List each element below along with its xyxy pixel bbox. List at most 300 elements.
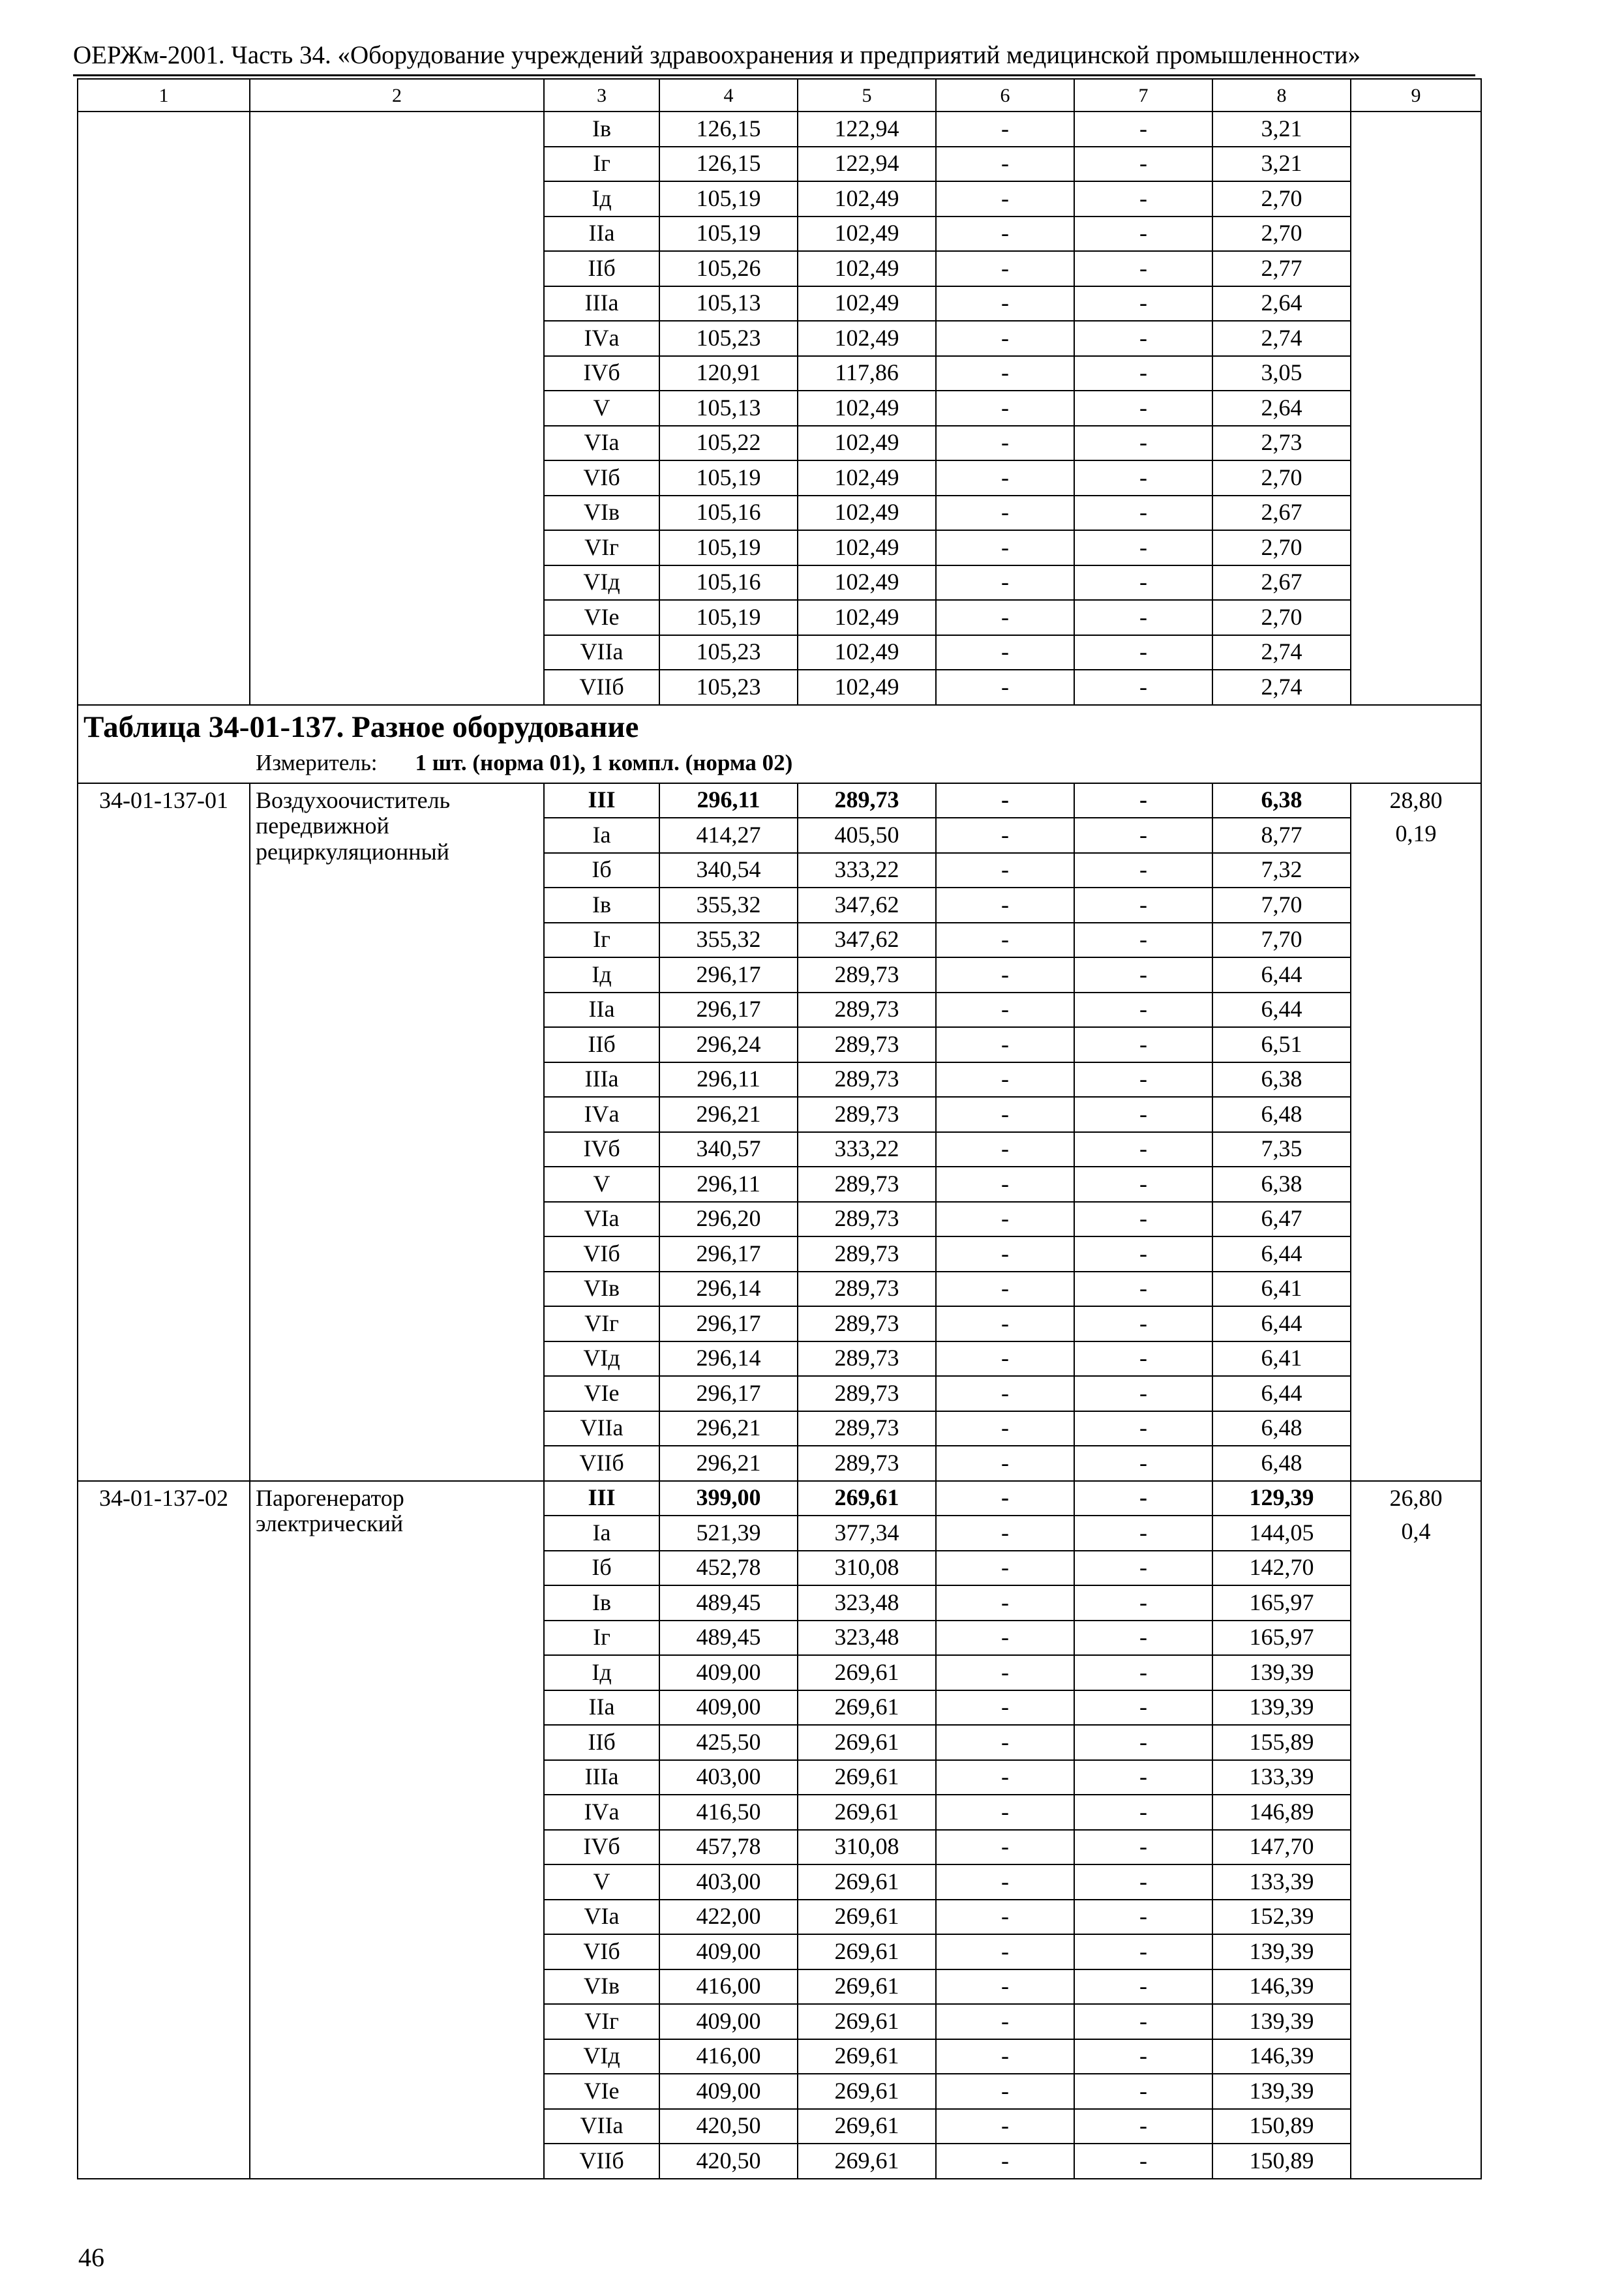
data-cell: VIв bbox=[544, 496, 659, 531]
data-cell: - bbox=[1074, 217, 1212, 252]
data-cell: 296,11 bbox=[659, 1167, 798, 1202]
data-cell: 102,49 bbox=[798, 391, 936, 426]
data-cell: - bbox=[936, 2039, 1074, 2074]
data-cell: - bbox=[936, 993, 1074, 1028]
data-cell: V bbox=[544, 1167, 659, 1202]
data-cell: - bbox=[1074, 1202, 1212, 1237]
data-cell: - bbox=[1074, 147, 1212, 182]
data-cell: 6,48 bbox=[1212, 1411, 1351, 1446]
equipment-name: Парогенератор электрический bbox=[250, 1481, 544, 2179]
column-number: 6 bbox=[936, 79, 1074, 112]
data-cell: - bbox=[1074, 1132, 1212, 1167]
data-cell: 355,32 bbox=[659, 888, 798, 923]
data-cell: - bbox=[936, 1864, 1074, 1900]
data-cell: - bbox=[936, 251, 1074, 286]
data-cell: 403,00 bbox=[659, 1760, 798, 1795]
data-cell: - bbox=[1074, 1760, 1212, 1795]
data-cell: 296,17 bbox=[659, 957, 798, 993]
data-cell: 120,91 bbox=[659, 356, 798, 391]
data-cell: 6,48 bbox=[1212, 1097, 1351, 1132]
data-cell: 296,17 bbox=[659, 1376, 798, 1411]
data-cell: - bbox=[1074, 1411, 1212, 1446]
data-cell: - bbox=[936, 1027, 1074, 1062]
data-cell: 105,16 bbox=[659, 496, 798, 531]
data-cell: 152,39 bbox=[1212, 1900, 1351, 1935]
data-cell: 347,62 bbox=[798, 923, 936, 958]
name-cell-empty bbox=[250, 112, 544, 705]
data-cell: 155,89 bbox=[1212, 1725, 1351, 1760]
data-cell: 289,73 bbox=[798, 1202, 936, 1237]
col9-cell-empty bbox=[1351, 112, 1481, 705]
data-cell: - bbox=[936, 321, 1074, 356]
data-cell: 105,23 bbox=[659, 635, 798, 670]
data-cell: 122,94 bbox=[798, 112, 936, 147]
data-cell: 289,73 bbox=[798, 783, 936, 818]
data-cell: 150,89 bbox=[1212, 2144, 1351, 2179]
data-cell: 416,50 bbox=[659, 1795, 798, 1830]
data-cell: IIб bbox=[544, 1027, 659, 1062]
data-cell: 399,00 bbox=[659, 1481, 798, 1516]
data-cell: III bbox=[544, 783, 659, 818]
data-cell: 333,22 bbox=[798, 1132, 936, 1167]
data-cell: IVб bbox=[544, 356, 659, 391]
data-cell: Iг bbox=[544, 923, 659, 958]
data-cell: VIIа bbox=[544, 2109, 659, 2144]
data-cell: 129,39 bbox=[1212, 1481, 1351, 1516]
data-cell: - bbox=[936, 356, 1074, 391]
data-cell: VIIб bbox=[544, 2144, 659, 2179]
data-cell: - bbox=[1074, 2004, 1212, 2039]
data-cell: - bbox=[1074, 635, 1212, 670]
column-number: 9 bbox=[1351, 79, 1481, 112]
data-cell: VIб bbox=[544, 460, 659, 496]
data-cell: - bbox=[1074, 1236, 1212, 1272]
data-cell: - bbox=[1074, 1690, 1212, 1726]
data-cell: 269,61 bbox=[798, 1864, 936, 1900]
data-cell: 296,17 bbox=[659, 993, 798, 1028]
data-cell: 102,49 bbox=[798, 496, 936, 531]
data-cell: - bbox=[936, 2074, 1074, 2109]
col9-value: 28,80 bbox=[1389, 786, 1443, 813]
norms-table bbox=[77, 78, 1482, 2179]
data-cell: 3,05 bbox=[1212, 356, 1351, 391]
data-cell: 105,19 bbox=[659, 600, 798, 635]
data-cell: 2,67 bbox=[1212, 565, 1351, 601]
data-cell: V bbox=[544, 1864, 659, 1900]
data-cell: - bbox=[1074, 496, 1212, 531]
data-cell: 2,74 bbox=[1212, 635, 1351, 670]
data-cell: 296,17 bbox=[659, 1236, 798, 1272]
data-cell: 289,73 bbox=[798, 1167, 936, 1202]
data-cell: VIе bbox=[544, 2074, 659, 2109]
data-cell: - bbox=[1074, 1621, 1212, 1656]
data-cell: 122,94 bbox=[798, 147, 936, 182]
data-cell: 269,61 bbox=[798, 1900, 936, 1935]
data-cell: 310,08 bbox=[798, 1830, 936, 1865]
data-cell: 289,73 bbox=[798, 1272, 936, 1307]
data-cell: VIв bbox=[544, 1272, 659, 1307]
data-cell: - bbox=[936, 923, 1074, 958]
data-cell: - bbox=[1074, 957, 1212, 993]
data-cell: - bbox=[1074, 112, 1212, 147]
data-cell: 269,61 bbox=[798, 1655, 936, 1690]
data-cell: VIе bbox=[544, 600, 659, 635]
data-cell: 269,61 bbox=[798, 1969, 936, 2005]
data-cell: 105,26 bbox=[659, 251, 798, 286]
data-cell: IIа bbox=[544, 993, 659, 1028]
table-row bbox=[78, 112, 1481, 147]
data-cell: Iд bbox=[544, 957, 659, 993]
data-cell: - bbox=[936, 670, 1074, 705]
data-cell: - bbox=[1074, 1272, 1212, 1307]
data-cell: - bbox=[936, 853, 1074, 888]
data-cell: VIв bbox=[544, 1969, 659, 2005]
data-cell: 323,48 bbox=[798, 1621, 936, 1656]
data-cell: - bbox=[936, 1516, 1074, 1551]
data-cell: 2,70 bbox=[1212, 460, 1351, 496]
column-number: 4 bbox=[659, 79, 798, 112]
data-cell: 6,44 bbox=[1212, 957, 1351, 993]
data-cell: - bbox=[1074, 1446, 1212, 1481]
data-cell: VIа bbox=[544, 1900, 659, 1935]
data-cell: - bbox=[1074, 321, 1212, 356]
data-cell: - bbox=[936, 888, 1074, 923]
data-cell: - bbox=[936, 1306, 1074, 1341]
data-cell: - bbox=[936, 1202, 1074, 1237]
data-cell: - bbox=[1074, 1516, 1212, 1551]
column-number: 1 bbox=[78, 79, 250, 112]
data-cell: - bbox=[1074, 1934, 1212, 1969]
data-cell: 133,39 bbox=[1212, 1864, 1351, 1900]
data-cell: VIIб bbox=[544, 670, 659, 705]
data-cell: 2,74 bbox=[1212, 670, 1351, 705]
data-cell: - bbox=[1074, 853, 1212, 888]
table-body bbox=[78, 79, 1481, 2179]
data-cell: - bbox=[936, 181, 1074, 217]
data-cell: 269,61 bbox=[798, 2109, 936, 2144]
data-cell: 289,73 bbox=[798, 1411, 936, 1446]
data-cell: 105,23 bbox=[659, 321, 798, 356]
data-cell: 8,77 bbox=[1212, 818, 1351, 853]
data-cell: 405,50 bbox=[798, 818, 936, 853]
data-cell: - bbox=[936, 600, 1074, 635]
data-cell: 457,78 bbox=[659, 1830, 798, 1865]
data-cell: 102,49 bbox=[798, 217, 936, 252]
data-cell: - bbox=[1074, 670, 1212, 705]
column-number: 5 bbox=[798, 79, 936, 112]
data-cell: - bbox=[1074, 2109, 1212, 2144]
data-cell: 139,39 bbox=[1212, 1655, 1351, 1690]
data-cell: 139,39 bbox=[1212, 2004, 1351, 2039]
measure-value: 1 шт. (норма 01), 1 компл. (норма 02) bbox=[415, 750, 793, 776]
data-cell: - bbox=[936, 426, 1074, 461]
data-cell: 139,39 bbox=[1212, 1690, 1351, 1726]
data-cell: - bbox=[1074, 1830, 1212, 1865]
data-cell: 2,73 bbox=[1212, 426, 1351, 461]
data-cell: 6,38 bbox=[1212, 783, 1351, 818]
data-cell: - bbox=[936, 112, 1074, 147]
data-cell: 296,20 bbox=[659, 1202, 798, 1237]
data-cell: 310,08 bbox=[798, 1551, 936, 1586]
data-cell: 144,05 bbox=[1212, 1516, 1351, 1551]
data-cell: 269,61 bbox=[798, 1481, 936, 1516]
data-cell: - bbox=[1074, 888, 1212, 923]
data-cell: - bbox=[1074, 1097, 1212, 1132]
data-cell: - bbox=[936, 818, 1074, 853]
data-cell: IIIа bbox=[544, 1760, 659, 1795]
data-cell: 6,47 bbox=[1212, 1202, 1351, 1237]
data-cell: - bbox=[936, 1446, 1074, 1481]
column-number: 8 bbox=[1212, 79, 1351, 112]
data-cell: Iа bbox=[544, 818, 659, 853]
data-cell: - bbox=[1074, 783, 1212, 818]
data-cell: 3,21 bbox=[1212, 112, 1351, 147]
data-cell: 414,27 bbox=[659, 818, 798, 853]
data-cell: - bbox=[936, 496, 1074, 531]
data-cell: 425,50 bbox=[659, 1725, 798, 1760]
data-cell: - bbox=[936, 2144, 1074, 2179]
data-cell: IVа bbox=[544, 321, 659, 356]
data-cell: 2,67 bbox=[1212, 496, 1351, 531]
data-cell: 6,44 bbox=[1212, 1236, 1351, 1272]
data-cell: 416,00 bbox=[659, 2039, 798, 2074]
data-cell: IVа bbox=[544, 1097, 659, 1132]
data-cell: 6,51 bbox=[1212, 1027, 1351, 1062]
data-cell: - bbox=[936, 1969, 1074, 2005]
data-cell: Iв bbox=[544, 1585, 659, 1621]
data-cell: - bbox=[936, 460, 1074, 496]
data-cell: 147,70 bbox=[1212, 1830, 1351, 1865]
data-cell: - bbox=[1074, 286, 1212, 322]
data-cell: 269,61 bbox=[798, 1690, 936, 1726]
data-cell: - bbox=[936, 565, 1074, 601]
data-cell: Iд bbox=[544, 1655, 659, 1690]
data-cell: III bbox=[544, 1481, 659, 1516]
data-cell: - bbox=[936, 1341, 1074, 1377]
column-number: 2 bbox=[250, 79, 544, 112]
data-cell: VIIб bbox=[544, 1446, 659, 1481]
data-cell: - bbox=[936, 1585, 1074, 1621]
data-cell: 126,15 bbox=[659, 147, 798, 182]
data-cell: VIг bbox=[544, 1306, 659, 1341]
data-cell: IVа bbox=[544, 1795, 659, 1830]
data-cell: 7,32 bbox=[1212, 853, 1351, 888]
data-cell: VIб bbox=[544, 1934, 659, 1969]
data-cell: - bbox=[936, 1132, 1074, 1167]
data-cell: 340,54 bbox=[659, 853, 798, 888]
data-cell: IIб bbox=[544, 251, 659, 286]
data-cell: 296,14 bbox=[659, 1272, 798, 1307]
data-cell: 102,49 bbox=[798, 670, 936, 705]
data-cell: 2,70 bbox=[1212, 600, 1351, 635]
data-cell: 323,48 bbox=[798, 1585, 936, 1621]
table-row bbox=[78, 1481, 1481, 1516]
data-cell: 105,22 bbox=[659, 426, 798, 461]
column-number-row bbox=[78, 79, 1481, 112]
data-cell: Iб bbox=[544, 853, 659, 888]
data-cell: 150,89 bbox=[1212, 2109, 1351, 2144]
data-cell: Iа bbox=[544, 1516, 659, 1551]
table-title-cell bbox=[78, 705, 1481, 783]
data-cell: 296,21 bbox=[659, 1446, 798, 1481]
column-number: 3 bbox=[544, 79, 659, 112]
data-cell: 2,70 bbox=[1212, 530, 1351, 565]
data-cell: 102,49 bbox=[798, 635, 936, 670]
data-cell: 289,73 bbox=[798, 1446, 936, 1481]
data-cell: Iг bbox=[544, 147, 659, 182]
data-cell: 269,61 bbox=[798, 2004, 936, 2039]
measure-line bbox=[256, 751, 1481, 776]
data-cell: 289,73 bbox=[798, 1097, 936, 1132]
data-cell: VIе bbox=[544, 1376, 659, 1411]
data-cell: 105,13 bbox=[659, 286, 798, 322]
data-cell: VIг bbox=[544, 530, 659, 565]
data-cell: 416,00 bbox=[659, 1969, 798, 2005]
data-cell: - bbox=[1074, 1795, 1212, 1830]
data-cell: 7,70 bbox=[1212, 923, 1351, 958]
data-cell: 2,70 bbox=[1212, 181, 1351, 217]
data-cell: 2,74 bbox=[1212, 321, 1351, 356]
data-cell: 139,39 bbox=[1212, 1934, 1351, 1969]
data-cell: 3,21 bbox=[1212, 147, 1351, 182]
data-cell: 489,45 bbox=[659, 1621, 798, 1656]
data-cell: - bbox=[1074, 818, 1212, 853]
data-cell: - bbox=[1074, 251, 1212, 286]
data-cell: IIб bbox=[544, 1725, 659, 1760]
data-cell: - bbox=[1074, 426, 1212, 461]
data-cell: Iв bbox=[544, 888, 659, 923]
data-cell: 377,34 bbox=[798, 1516, 936, 1551]
data-cell: - bbox=[1074, 1306, 1212, 1341]
data-cell: - bbox=[1074, 460, 1212, 496]
data-cell: - bbox=[936, 957, 1074, 993]
data-cell: - bbox=[1074, 1027, 1212, 1062]
data-cell: 102,49 bbox=[798, 181, 936, 217]
data-cell: 146,89 bbox=[1212, 1795, 1351, 1830]
table-title: Таблица 34-01-137. Разное оборудование bbox=[83, 710, 639, 744]
data-cell: - bbox=[1074, 530, 1212, 565]
table-title-row bbox=[78, 705, 1481, 783]
data-cell: 289,73 bbox=[798, 993, 936, 1028]
data-cell: 2,77 bbox=[1212, 251, 1351, 286]
data-cell: 289,73 bbox=[798, 1306, 936, 1341]
data-cell: - bbox=[936, 1830, 1074, 1865]
data-cell: 296,21 bbox=[659, 1097, 798, 1132]
code-cell-empty bbox=[78, 112, 250, 705]
data-cell: VIд bbox=[544, 2039, 659, 2074]
data-cell: 6,44 bbox=[1212, 993, 1351, 1028]
data-cell: 289,73 bbox=[798, 1027, 936, 1062]
equipment-name: Воздухоочиститель передвижной рециркуляционный bbox=[250, 783, 544, 1481]
data-cell: 289,73 bbox=[798, 1062, 936, 1098]
data-cell: 142,70 bbox=[1212, 1551, 1351, 1586]
data-cell: 102,49 bbox=[798, 565, 936, 601]
data-cell: 102,49 bbox=[798, 530, 936, 565]
data-cell: 340,57 bbox=[659, 1132, 798, 1167]
data-cell: 165,97 bbox=[1212, 1621, 1351, 1656]
data-cell: VIIа bbox=[544, 635, 659, 670]
data-cell: - bbox=[936, 1795, 1074, 1830]
data-cell: VIд bbox=[544, 1341, 659, 1377]
data-cell: 422,00 bbox=[659, 1900, 798, 1935]
norm-code: 34-01-137-02 bbox=[78, 1481, 250, 2179]
data-cell: 289,73 bbox=[798, 1376, 936, 1411]
data-cell: - bbox=[936, 2004, 1074, 2039]
data-cell: 452,78 bbox=[659, 1551, 798, 1586]
data-cell: - bbox=[936, 1411, 1074, 1446]
data-cell: VIа bbox=[544, 1202, 659, 1237]
data-cell: 521,39 bbox=[659, 1516, 798, 1551]
data-cell: - bbox=[936, 1551, 1074, 1586]
data-cell: 105,16 bbox=[659, 565, 798, 601]
data-cell: 102,49 bbox=[798, 460, 936, 496]
data-cell: - bbox=[936, 530, 1074, 565]
data-cell: 420,50 bbox=[659, 2109, 798, 2144]
data-cell: 102,49 bbox=[798, 426, 936, 461]
data-cell: - bbox=[1074, 1900, 1212, 1935]
data-cell: V bbox=[544, 391, 659, 426]
data-cell: 6,38 bbox=[1212, 1062, 1351, 1098]
data-cell: - bbox=[936, 1376, 1074, 1411]
data-cell: - bbox=[1074, 2039, 1212, 2074]
norm-code: 34-01-137-01 bbox=[78, 783, 250, 1481]
col9-values bbox=[1351, 783, 1481, 1481]
data-cell: Iг bbox=[544, 1621, 659, 1656]
data-cell: 165,97 bbox=[1212, 1585, 1351, 1621]
data-cell: - bbox=[936, 2109, 1074, 2144]
data-cell: - bbox=[1074, 1864, 1212, 1900]
col9-value: 0,19 bbox=[1395, 820, 1437, 846]
data-cell: 6,41 bbox=[1212, 1272, 1351, 1307]
data-cell: Iб bbox=[544, 1551, 659, 1586]
data-cell: - bbox=[1074, 923, 1212, 958]
data-cell: 6,44 bbox=[1212, 1376, 1351, 1411]
data-cell: 355,32 bbox=[659, 923, 798, 958]
data-cell: 489,45 bbox=[659, 1585, 798, 1621]
page-number: 46 bbox=[78, 2243, 104, 2272]
data-cell: - bbox=[1074, 1481, 1212, 1516]
data-cell: - bbox=[1074, 993, 1212, 1028]
data-cell: Iд bbox=[544, 181, 659, 217]
col9-value: 26,80 bbox=[1389, 1484, 1443, 1511]
data-cell: IVб bbox=[544, 1132, 659, 1167]
data-cell: 146,39 bbox=[1212, 2039, 1351, 2074]
data-cell: 133,39 bbox=[1212, 1760, 1351, 1795]
data-cell: 333,22 bbox=[798, 853, 936, 888]
data-cell: 289,73 bbox=[798, 1236, 936, 1272]
data-cell: 7,35 bbox=[1212, 1132, 1351, 1167]
measure-label: Измеритель: bbox=[256, 750, 378, 776]
data-cell: IIа bbox=[544, 1690, 659, 1726]
data-cell: 296,14 bbox=[659, 1341, 798, 1377]
data-cell: 6,38 bbox=[1212, 1167, 1351, 1202]
data-cell: IIIа bbox=[544, 286, 659, 322]
data-cell: 409,00 bbox=[659, 1690, 798, 1726]
data-cell: 269,61 bbox=[798, 2074, 936, 2109]
data-cell: - bbox=[936, 217, 1074, 252]
data-cell: VIб bbox=[544, 1236, 659, 1272]
data-cell: 105,23 bbox=[659, 670, 798, 705]
data-cell: 105,19 bbox=[659, 530, 798, 565]
data-cell: 102,49 bbox=[798, 251, 936, 286]
data-cell: - bbox=[936, 286, 1074, 322]
data-cell: - bbox=[1074, 1969, 1212, 2005]
data-cell: 420,50 bbox=[659, 2144, 798, 2179]
data-cell: 126,15 bbox=[659, 112, 798, 147]
data-cell: - bbox=[1074, 391, 1212, 426]
data-cell: - bbox=[936, 1725, 1074, 1760]
data-cell: - bbox=[936, 1272, 1074, 1307]
